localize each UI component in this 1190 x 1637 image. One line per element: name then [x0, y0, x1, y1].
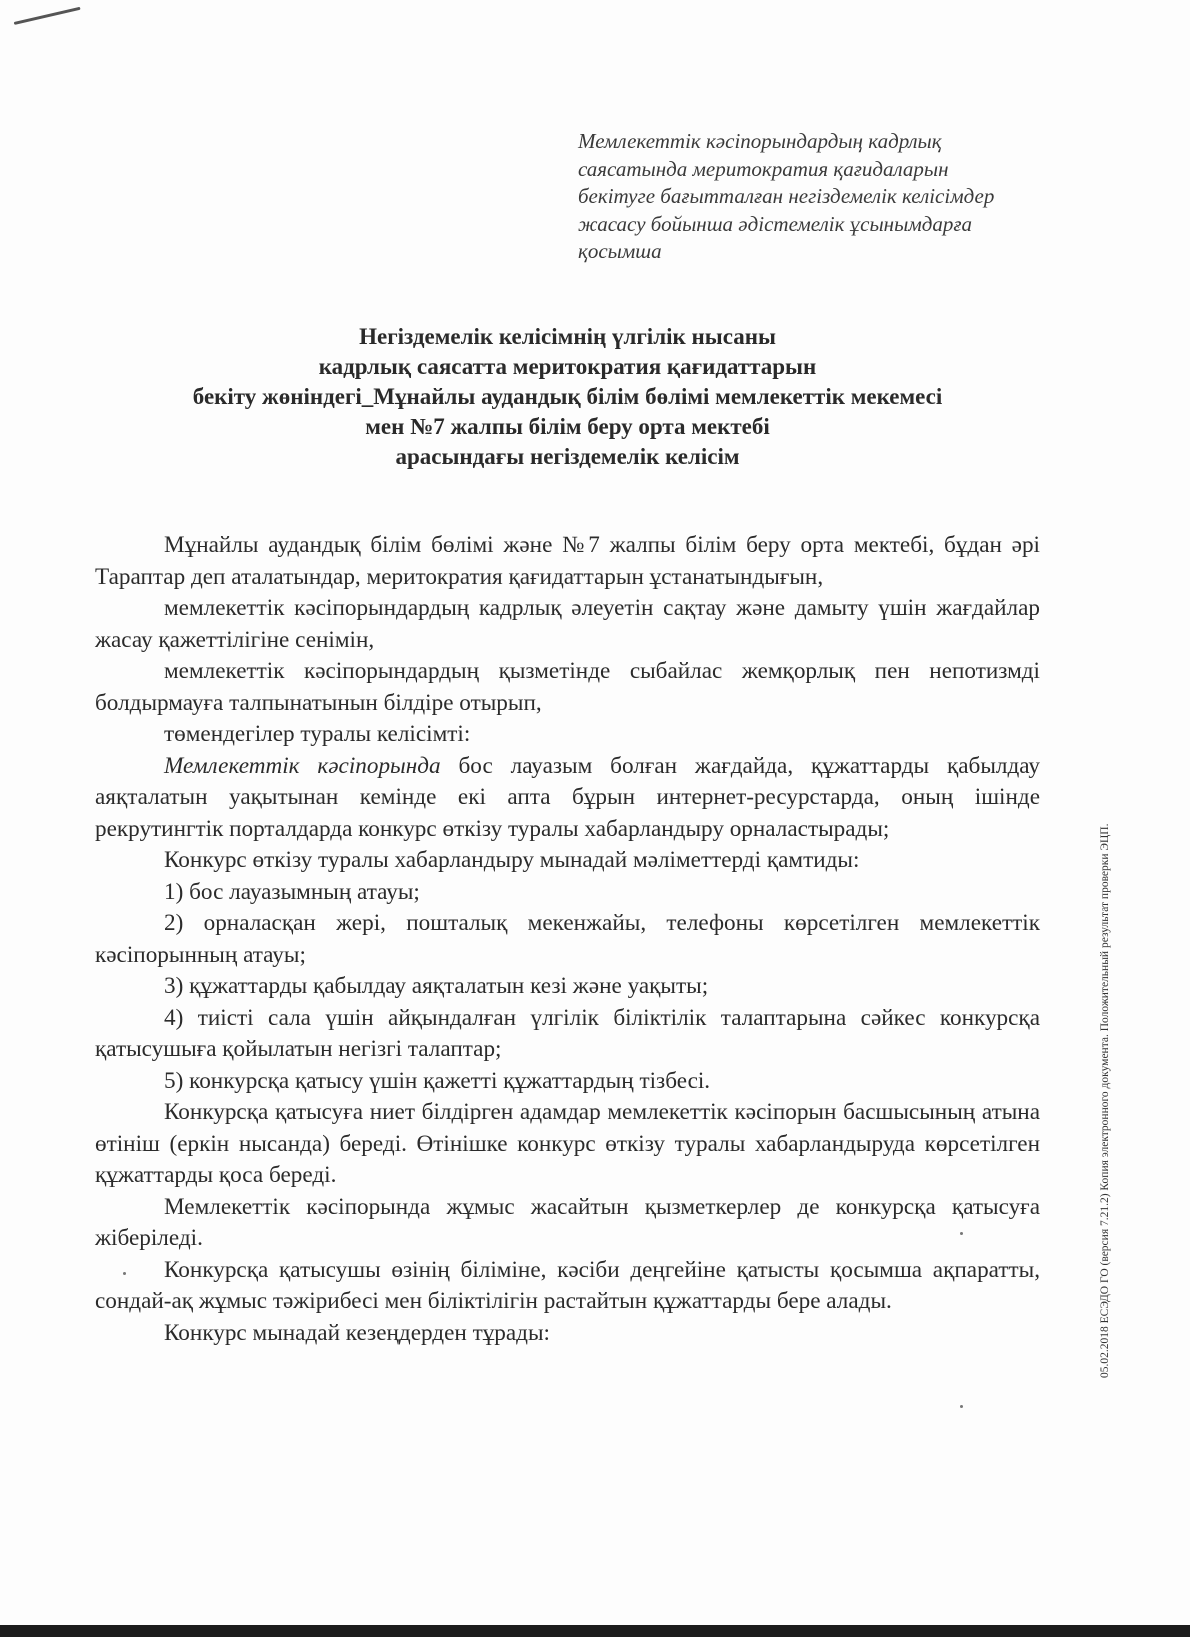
list-item: 4) тиісті сала үшін айқындалған үлгілік біліктілік талаптарына сәйкес конкурсқа қатысушыға қойылатын негізгі талаптар;: [95, 1004, 1040, 1062]
scan-speck: [960, 1405, 963, 1408]
list-item: 5) конкурсқа қатысу үшін қажетті құжаттардың тізбесі.: [164, 1067, 711, 1094]
paragraph-vacancy-rest: бос лауазым болған жағдайда, құжаттарды қабылдау аяқталатын уақытынан кемінде екі апта бұрын интернет-ресурстарда, оның ішінде рекрутингтік порталдарда конкурс өткізу туралы хабарландыру орналастырады;: [95, 752, 1040, 842]
edms-stamp-note: 05.02.2018 ЕСЭДО ГО (версия 7.21.2) Копия электронного документа. Положительный результат проверки ЭЦП.: [1099, 823, 1111, 1378]
paragraph-employees: Мемлекеттік кәсіпорында жұмыс жасайтын қызметкерлер де конкурсқа қатысуға жіберіледі.: [95, 1193, 1040, 1251]
title-line: мен №7 жалпы білім беру орта мектебі: [365, 414, 770, 439]
scan-speck: [123, 1272, 126, 1275]
title-line: кадрлық саясатта меритократия қағидаттарын: [318, 354, 817, 379]
scan-mark: [14, 7, 81, 25]
paragraph-potential: мемлекеттік кәсіпорындардың кадрлық әлеуетін сақтау және дамыту үшін жағдайлар жасау қажеттілігіне сенімін,: [95, 595, 1040, 653]
paragraph-agreement: төмендегілер туралы келісімті:: [164, 721, 471, 747]
annex-line: қосымша: [578, 239, 662, 263]
document-body: [95, 530, 1040, 1349]
annex-line: Мемлекеттік кәсіпорындардың кадрлық: [578, 129, 942, 153]
paragraph-corruption: мемлекеттік кәсіпорындардың қызметінде сыбайлас жемқорлық пен непотизмді болдырмауға талпынатынын білдіре отырып,: [95, 658, 1040, 716]
scan-speck: [960, 1232, 963, 1235]
annex-note: [578, 128, 1068, 266]
paragraph-announcement: Конкурс өткізу туралы хабарландыру мынадай мәліметтерді қамтиды:: [164, 847, 860, 873]
document-title: [95, 322, 1040, 472]
annex-line: саясатында меритократия қағидаларын: [578, 156, 949, 181]
title-line: бекіту жөніндегі_Мұнайлы аудандық білім бөлімі мемлекеттік мекемесі: [192, 384, 943, 409]
paragraph-vacancy-italic: Мемлекеттік кәсіпорында: [164, 752, 441, 779]
paragraph-parties: Мұнайлы аудандық білім бөлімі және №7 жалпы білім беру орта мектебі, бұдан әрі Тараптар деп аталатындар, меритократия қағидаттарын ұстанатындығын,: [95, 532, 1040, 590]
list-item: 3) құжаттарды қабылдау аяқталатын кезі және уақыты;: [164, 973, 709, 999]
paragraph-vacancy: [95, 751, 1040, 846]
paragraph-additional-info: Конкурсқа қатысушы өзінің біліміне, кәсіби деңгейіне қатысты қосымша ақпаратты, сондай-ақ жұмыс тәжірибесі мен біліктілігін растайтын құжаттарды бере алады.: [95, 1256, 1040, 1314]
title-line: арасындағы негіздемелік келісім: [395, 444, 740, 469]
annex-line: бекітуге бағытталған негіздемелік келісімдер: [578, 184, 995, 208]
list-item: 2) орналасқан жері, пошталық мекенжайы, телефоны көрсетілген мемлекеттік кәсіпорынның атауы;: [95, 910, 1040, 968]
annex-line: жасасу бойынша әдістемелік ұсынымдарға: [578, 211, 973, 236]
paragraph-stages: Конкурс мынадай кезеңдерден тұрады:: [164, 1319, 551, 1346]
paragraph-application: Конкурсқа қатысуға ниет білдірген адамдар мемлекеттік кәсіпорын басшысының атына өтініш (еркін нысанда) береді. Өтінішке конкурс өткізу туралы хабарландыруда көрсетілген құжаттарды қоса береді.: [95, 1099, 1040, 1188]
scan-edge: [0, 1625, 1190, 1637]
title-line: Негіздемелік келісімнің үлгілік нысаны: [359, 324, 776, 349]
list-item: 1) бос лауазымның атауы;: [164, 878, 420, 905]
